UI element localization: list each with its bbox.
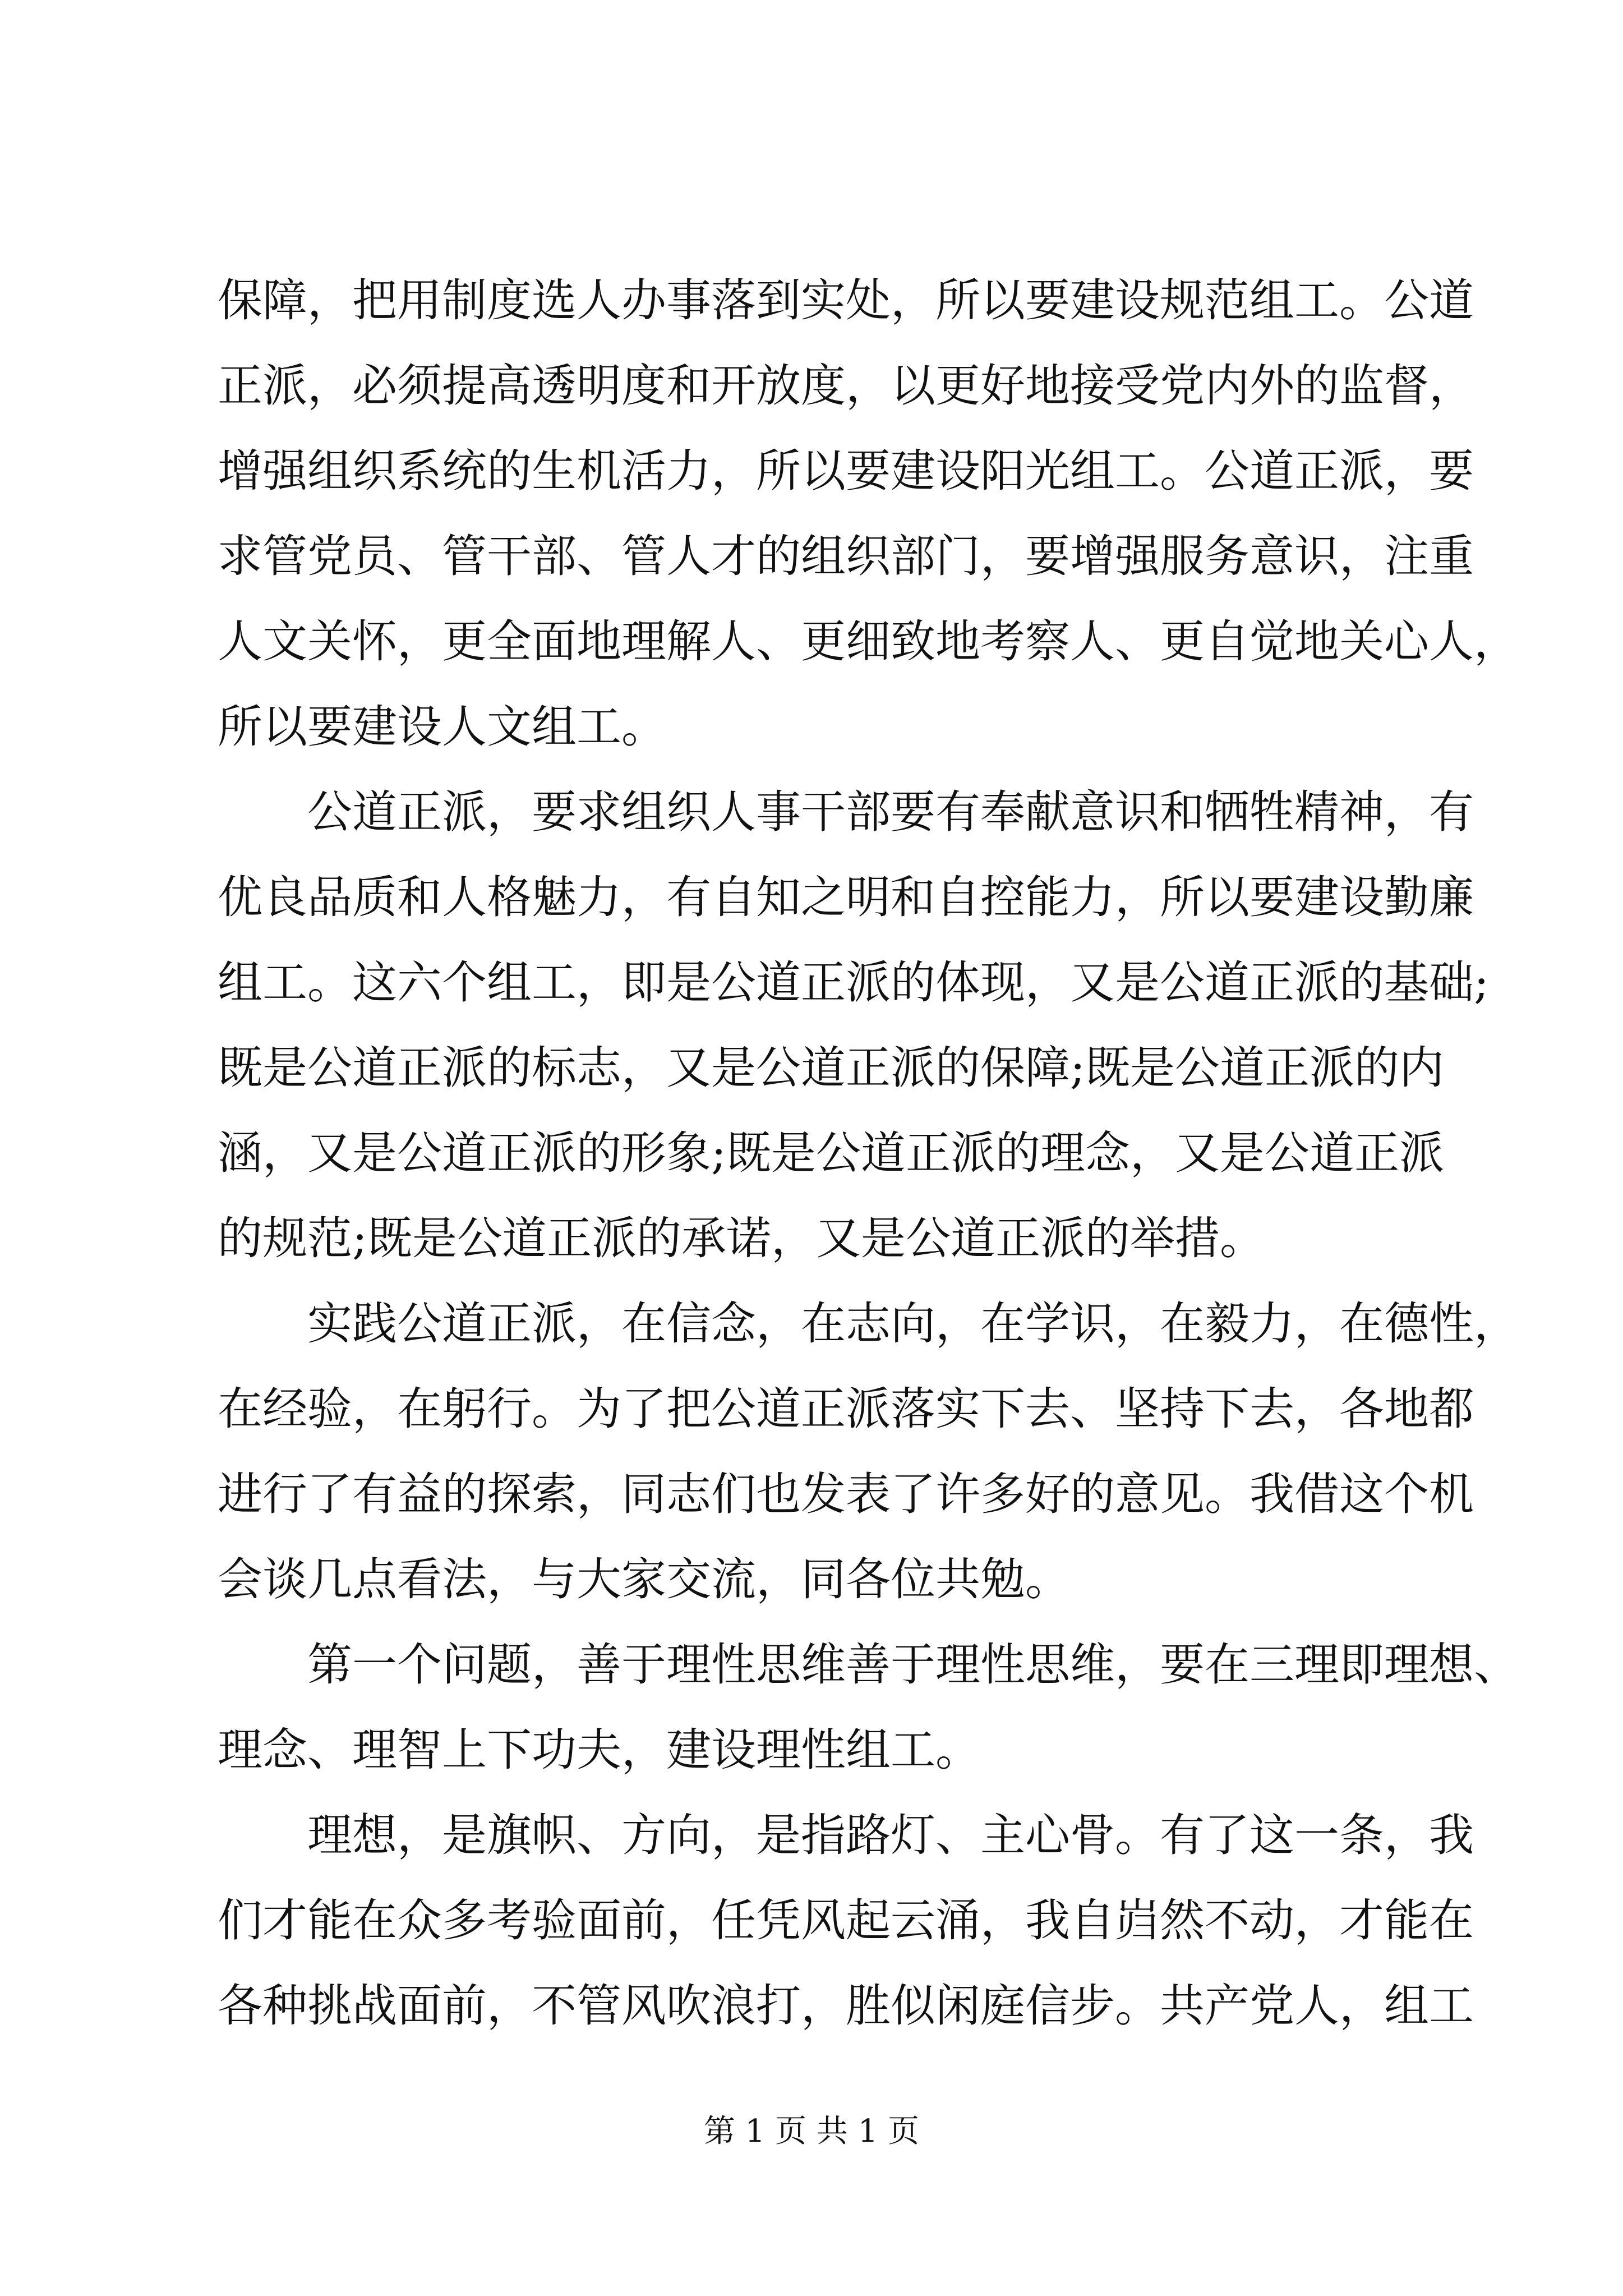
text-line: 既是公道正派的标志，又是公道正派的保障;既是公道正派的内 xyxy=(218,1042,1444,1094)
text-line: 理想，是旗帜、方向，是指路灯、主心骨。有了这一条，我 xyxy=(307,1809,1474,1861)
text-line: 人文关怀，更全面地理解人、更细致地考察人、更自觉地关心人， xyxy=(218,615,1519,668)
text-line: 理念、理智上下功夫，建设理性组工。 xyxy=(218,1724,980,1776)
text-line: 在经验，在躬行。为了把公道正派落实下去、坚持下去，各地都 xyxy=(218,1383,1474,1435)
text-line: 正派，必须提高透明度和开放度，以更好地接受党内外的监督， xyxy=(218,360,1474,412)
text-line: 会谈几点看法，与大家交流，同各位共勉。 xyxy=(218,1553,1070,1605)
text-line: 们才能在众多考验面前，任凭风起云涌，我自岿然不动，才能在 xyxy=(218,1894,1474,1947)
page-footer: 第 1 页 共 1 页 xyxy=(703,2113,920,2150)
text-line: 进行了有益的探索，同志们也发表了许多好的意见。我借这个机 xyxy=(218,1468,1474,1520)
text-line: 所以要建设人文组工。 xyxy=(218,701,666,753)
text-line: 组工。这六个组工，即是公道正派的体现，又是公道正派的基础; xyxy=(218,956,1489,1009)
text-line: 优良品质和人格魅力，有自知之明和自控能力，所以要建设勤廉 xyxy=(218,871,1474,923)
text-line: 实践公道正派，在信念，在志向，在学识，在毅力，在德性， xyxy=(307,1297,1519,1350)
document-body xyxy=(218,258,1519,2049)
text-line: 求管党员、管干部、管人才的组织部门，要增强服务意识，注重 xyxy=(218,530,1474,582)
text-line: 第一个问题，善于理性思维善于理性思维，要在三理即理想、 xyxy=(307,1639,1519,1691)
text-line: 保障，把用制度选人办事落到实处，所以要建设规范组工。公道 xyxy=(218,274,1474,326)
text-line: 各种挑战面前，不管风吹浪打，胜似闲庭信步。共产党人，组工 xyxy=(218,1980,1474,2032)
text-line: 的规范;既是公道正派的承诺，又是公道正派的举措。 xyxy=(218,1212,1265,1264)
text-line: 公道正派，要求组织人事干部要有奉献意识和牺牲精神，有 xyxy=(307,786,1474,838)
text-line: 涵，又是公道正派的形象;既是公道正派的理念，又是公道正派 xyxy=(218,1127,1444,1179)
text-line: 增强组织系统的生机活力，所以要建设阳光组工。公道正派，要 xyxy=(218,445,1474,497)
